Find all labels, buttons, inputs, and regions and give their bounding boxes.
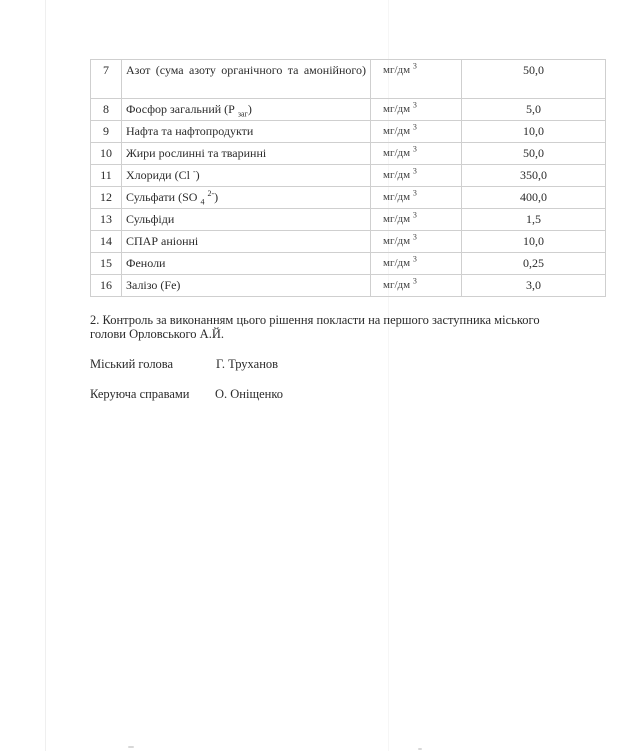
substance-name: Феноли: [122, 253, 371, 275]
table-row: [91, 143, 606, 165]
row-number: 13: [91, 209, 122, 231]
table-row: [91, 99, 606, 121]
unit: мг/дм $^3$: [371, 121, 462, 143]
unit: мг/дм $^3$: [371, 209, 462, 231]
unit: мг/дм $^3$: [371, 165, 462, 187]
row-number: 16: [91, 275, 122, 297]
signature-name: О. Оніщенко: [215, 387, 284, 401]
limit-value: 350,0: [462, 165, 606, 187]
signature-title: Міський голова: [90, 357, 174, 371]
limit-value: 50,0: [462, 143, 606, 165]
scan-speck: [128, 746, 134, 748]
substance-name: Сульфати (SO $_4$ $^{2-}$): [122, 187, 371, 209]
unit: мг/дм $^3$: [371, 253, 462, 275]
unit: мг/дм $^3$: [371, 275, 462, 297]
limit-value: 5,0: [462, 99, 606, 121]
row-number: 8: [91, 99, 122, 121]
substance-name: Залізо (Fe): [122, 275, 371, 297]
limit-value: 10,0: [462, 231, 606, 253]
signature-name: Г. Труханов: [216, 357, 279, 371]
table-row: [91, 187, 606, 209]
unit: мг/дм $^3$: [371, 60, 462, 99]
unit: мг/дм $^3$: [371, 187, 462, 209]
substance-name: СПАР аніонні: [122, 231, 371, 253]
table-row: [91, 209, 606, 231]
table-row: [91, 60, 606, 99]
table-row: [91, 275, 606, 297]
pollutant-norms-table: [90, 59, 606, 297]
row-number: 7: [91, 60, 122, 99]
substance-name: Жири рослинні та тваринні: [122, 143, 371, 165]
table-row: [91, 231, 606, 253]
scan-speck: [418, 748, 422, 750]
limit-value: 10,0: [462, 121, 606, 143]
unit: мг/дм $^3$: [371, 99, 462, 121]
row-number: 9: [91, 121, 122, 143]
row-number: 14: [91, 231, 122, 253]
row-number: 15: [91, 253, 122, 275]
substance-name: Азот (сума азоту органічного та амонійного): [122, 60, 371, 99]
table-row: [91, 121, 606, 143]
row-number: 11: [91, 165, 122, 187]
substance-name: Сульфіди: [122, 209, 371, 231]
unit: мг/дм $^3$: [371, 143, 462, 165]
table-row: [91, 253, 606, 275]
signature-title: Керуюча справами: [90, 387, 190, 401]
limit-value: 3,0: [462, 275, 606, 297]
substance-name: Нафта та нафтопродукти: [122, 121, 371, 143]
limit-value: 0,25: [462, 253, 606, 275]
control-paragraph: 2. Контроль за виконанням цього рішення покласти на першого заступника міського голови Орловського А.Й.: [90, 313, 540, 341]
limit-value: 400,0: [462, 187, 606, 209]
scan-edge-line: [45, 0, 46, 751]
limit-value: 1,5: [462, 209, 606, 231]
row-number: 10: [91, 143, 122, 165]
unit: мг/дм $^3$: [371, 231, 462, 253]
table-row: [91, 165, 606, 187]
substance-name: Хлориди (Cl -): [122, 165, 371, 187]
limit-value: 50,0: [462, 60, 606, 99]
substance-name: Фосфор загальний (Р $_{заг}$): [122, 99, 371, 121]
row-number: 12: [91, 187, 122, 209]
